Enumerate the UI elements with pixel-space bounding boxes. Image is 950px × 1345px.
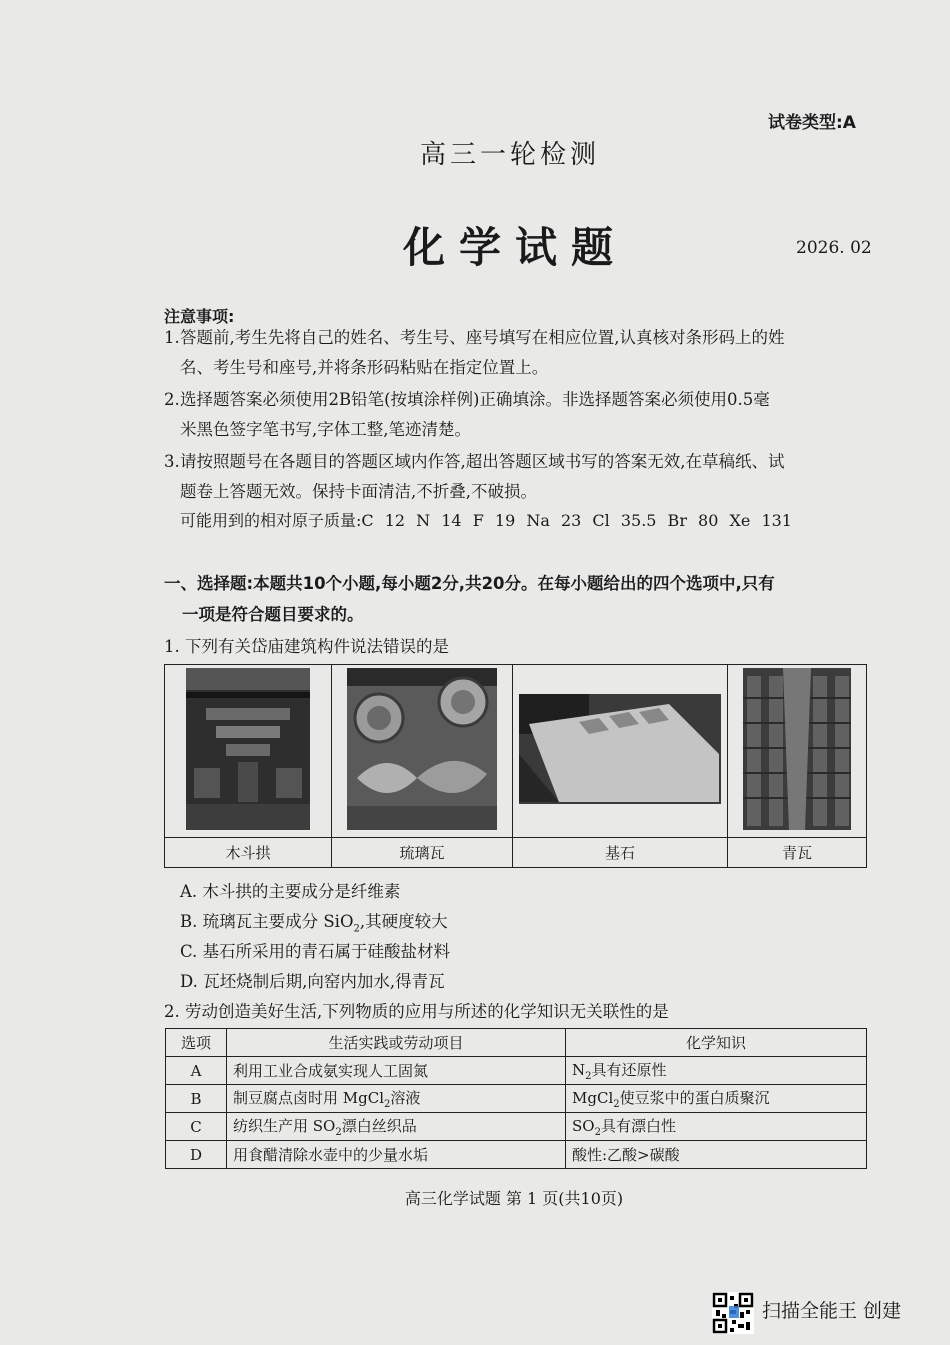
table-cell (566, 1085, 867, 1113)
image-cell (165, 665, 332, 838)
notes-heading: 注意事项: (164, 307, 235, 326)
scanner-watermark: 扫描全能王 创建 (762, 1300, 902, 1322)
grey-tile-image (743, 668, 851, 830)
section-heading (164, 568, 869, 630)
table-cell: A (166, 1057, 227, 1085)
option-c: C. 基石所采用的青石属于硅酸盐材料 (180, 942, 451, 961)
table-cell (227, 1113, 566, 1141)
note-line: 答题前,考生先将自己的姓名、考生号、座号填写在相应位置,认真核对条形码上的姓 (180, 328, 785, 347)
table-row (166, 1141, 867, 1169)
wooden-bracket-image (186, 668, 310, 830)
table-header: 化学知识 (566, 1029, 867, 1057)
note-line: 米黑色签字笔书写,字体工整,笔迹清楚。 (180, 420, 471, 439)
image-caption: 木斗拱 (165, 838, 332, 868)
subscript: 2 (353, 923, 360, 935)
table-cell: B (166, 1085, 227, 1113)
cell-text: 溶液 (390, 1089, 421, 1107)
note-line: 题卷上答题无效。保持卡面清洁,不折叠,不破损。 (180, 482, 537, 501)
question-1-stem: 1. 下列有关岱庙建筑构件说法错误的是 (164, 637, 449, 656)
page-footer: 高三化学试题 第 1 页(共10页) (404, 1189, 624, 1208)
table-cell: 利用工业合成氨实现人工固氮 (227, 1057, 566, 1085)
image-cell (728, 665, 867, 838)
table-row (166, 1085, 867, 1113)
image-cell (332, 665, 513, 838)
image-caption: 青瓦 (728, 838, 867, 868)
note-line: 名、考生号和座号,并将条形码粘贴在指定位置上。 (180, 358, 549, 377)
cell-text: 制豆腐点卤时用 MgCl (233, 1089, 385, 1107)
qr-code-icon (712, 1292, 754, 1334)
cell-text: 具有还原性 (591, 1061, 667, 1079)
option-b (180, 908, 448, 934)
table-row (166, 1113, 867, 1141)
subscript: 2 (594, 1127, 601, 1138)
table-cell: D (166, 1141, 227, 1169)
cell-text: 纺织生产用 SO (233, 1117, 336, 1135)
component-image-table (164, 664, 867, 868)
note-number: 3. (164, 452, 180, 471)
option-a: A. 木斗拱的主要成分是纤维素 (180, 882, 401, 901)
glazed-tile-image (347, 668, 497, 830)
option-text: B. 琉璃瓦主要成分 SiO (180, 912, 354, 931)
table-cell: C (166, 1113, 227, 1141)
table-header: 选项 (166, 1029, 227, 1057)
question-2-table (165, 1028, 867, 1169)
subscript: 2 (613, 1099, 620, 1110)
table-row (166, 1057, 867, 1085)
note-line: 请按照题号在各题目的答题区域内作答,超出答题区域书写的答案无效,在草稿纸、试 (180, 452, 785, 471)
note-number: 2. (164, 390, 180, 409)
note-line: 选择题答案必须使用2B铅笔(按填涂样例)正确填涂。非选择题答案必须使用0.5毫 (180, 390, 770, 409)
note-item (164, 447, 864, 507)
cell-text: 具有漂白性 (600, 1117, 676, 1135)
exam-title: 化学试题 (402, 223, 627, 272)
image-caption: 琉璃瓦 (332, 838, 513, 868)
table-cell: 酸性:乙酸>碳酸 (566, 1141, 867, 1169)
section-line: 一、选择题:本题共10个小题,每小题2分,共20分。在每小题给出的四个选项中,只有 (164, 574, 775, 593)
note-number: 1. (164, 328, 180, 347)
note-item (164, 385, 864, 445)
option-text: ,其硬度较大 (359, 912, 448, 931)
atomic-masses: 可能用到的相对原子质量:C 12 N 14 F 19 Na 23 Cl 35.5 Br 80 Xe 131 (180, 511, 792, 530)
exam-date: 2026. 02 (796, 238, 872, 258)
cell-text: SO (572, 1117, 595, 1135)
option-d: D. 瓦坯烧制后期,向窑内加水,得青瓦 (180, 972, 445, 991)
table-cell (566, 1113, 867, 1141)
image-caption: 基石 (513, 838, 728, 868)
note-item (164, 323, 864, 383)
image-cell (513, 665, 728, 838)
cell-text: 漂白丝织品 (341, 1117, 417, 1135)
paper-type: 试卷类型:A (768, 113, 856, 133)
cell-text: 使豆浆中的蛋白质聚沉 (619, 1089, 770, 1107)
subscript: 2 (335, 1127, 342, 1138)
exam-subtitle: 高三一轮检测 (419, 140, 600, 170)
question-2-stem: 2. 劳动创造美好生活,下列物质的应用与所述的化学知识无关联性的是 (164, 1002, 669, 1021)
table-cell (227, 1085, 566, 1113)
section-line: 一项是符合题目要求的。 (182, 605, 364, 624)
table-cell (566, 1057, 867, 1085)
table-header: 生活实践或劳动项目 (227, 1029, 566, 1057)
foundation-stone-image (519, 694, 721, 804)
subscript: 2 (585, 1071, 592, 1082)
cell-text: MgCl (572, 1089, 614, 1107)
table-cell: 用食醋清除水壶中的少量水垢 (227, 1141, 566, 1169)
cell-text: N (572, 1061, 586, 1079)
subscript: 2 (384, 1099, 391, 1110)
